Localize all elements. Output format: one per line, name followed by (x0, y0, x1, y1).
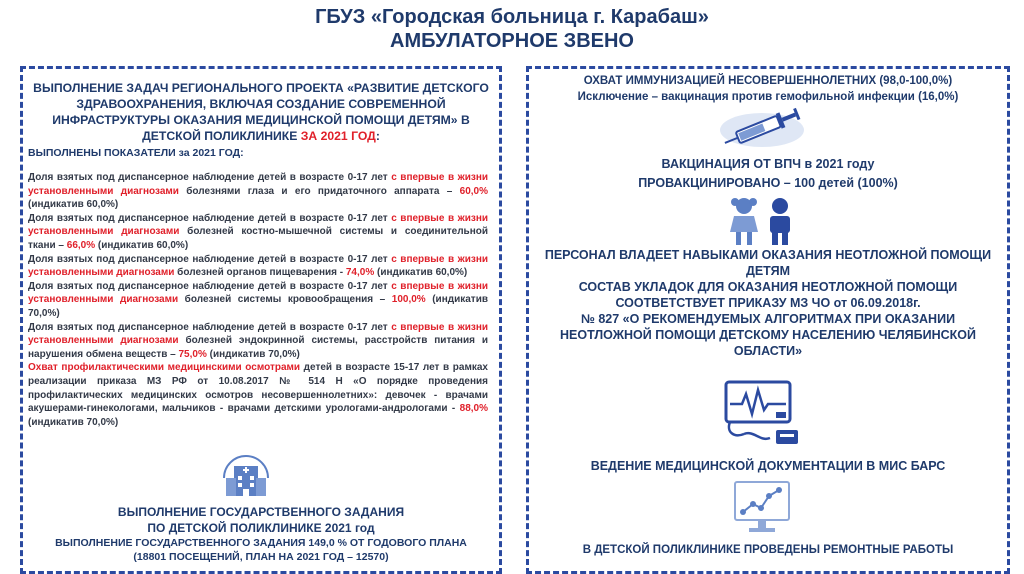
indicator-item: Доля взятых под диспансерное наблюдение детей в возрасте 0-17 лет с впервые в жизни установленными диагнозами болезней костно-мышечной системы и соединительной ткани – 66,0% (индикатив 60,0%) (28, 212, 489, 251)
hpv-vaccination: ВАКЦИНАЦИЯ ОТ ВПЧ в 2021 году ПРОВАКЦИНИРОВАНО – 100 детей (100%) (638, 157, 898, 190)
page-subtitle: АМБУЛАТОРНОЕ ЗВЕНО (390, 30, 634, 52)
syringe-icon (716, 104, 808, 150)
indicators-done-label: ВЫПОЛНЕНЫ ПОКАЗАТЕЛИ за 2021 ГОД: (28, 147, 244, 159)
heading-colon: : (375, 129, 380, 143)
state-task-text: ВЫПОЛНЕНИЕ ГОСУДАРСТВЕННОГО ЗАДАНИЯ 149,0 % ОТ ГОДОВОГО ПЛАНА (18801 ПОСЕЩЕНИЙ, ПЛАН НА 2021 ГОД – 12570) (55, 537, 467, 563)
indicator-item: Доля взятых под диспансерное наблюдение детей в возрасте 0-17 лет с впервые в жизни установленными диагнозами болезней эндокринной системы, расстройств питания и нарушения обмена веществ – 75,0% (индикатив 70,0%) (28, 321, 489, 360)
coverage-item: Охват профилактическими медицинскими осмотрами детей в возрасте 15-17 лет в рамках реализации приказа МЗ РФ от 10.08.2017 № 514 Н «О порядке проведения профилактических медицинских осмотров несовершеннолетних»: девочек - врачами акушерами-гинекологами, мальчиков - врачами детскими урологами-андрологами - 88,0% (индикатив 70,0%) (28, 362, 488, 428)
state-task-title: ВЫПОЛНЕНИЕ ГОСУДАРСТВЕННОГО ЗАДАНИЯ ПО ДЕТСКОЙ ПОЛИКЛИНИКЕ 2021 год (117, 505, 405, 535)
heading-text: ВЫПОЛНЕНИЕ ЗАДАЧ РЕГИОНАЛЬНОГО ПРОЕКТА «РАЗВИТИЕ ДЕТСКОГО ЗДРАВООХРАНЕНИЯ, ВКЛЮЧАЯ СОЗДАНИЕ СОВРЕМЕННОЙ ИНФРАСТРУКТУРЫ ОКАЗАНИЯ МЕДИЦИНСКОЙ ПОМОЩИ ДЕТЯМ» В ДЕТСКОЙ ПОЛИКЛИНИКЕ (33, 81, 489, 143)
indicator-item: Доля взятых под диспансерное наблюдение детей в возрасте 0-17 лет с впервые в жизни установленными диагнозами болезней системы кровообращения – 100,0% (индикатив 70,0%) (28, 280, 489, 319)
heading-year: ЗА 2021 ГОД (300, 129, 376, 143)
indicator-item: Доля взятых под диспансерное наблюдение детей в возрасте 0-17 лет с впервые в жизни установленными диагнозами болезней органов пищеварения - 74,0% (индикатив 60,0%) (28, 253, 489, 279)
indicator-item: Доля взятых под диспансерное наблюдение детей в возрасте 0-17 лет с впервые в жизни установленными диагнозами болезнями глаза и его придаточного аппарата – 60,0% (индикатив 60,0%) (28, 172, 489, 211)
children-icon (722, 196, 802, 246)
repair-works: В ДЕТСКОЙ ПОЛИКЛИНИКЕ ПРОВЕДЕНЫ РЕМОНТНЫЕ РАБОТЫ (582, 544, 954, 556)
computer-chart-icon (731, 480, 793, 538)
indicators-list (28, 171, 488, 429)
mis-bars-documentation: ВЕДЕНИЕ МЕДИЦИНСКОЙ ДОКУМЕНТАЦИИ В МИС БАРС (590, 459, 946, 473)
page-title: ГБУЗ «Городская больница г. Карабаш» (315, 6, 709, 28)
emergency-care: ПЕРСОНАЛ ВЛАДЕЕТ НАВЫКАМИ ОКАЗАНИЯ НЕОТЛОЖНОЙ ПОМОЩИ ДЕТЯМ СОСТАВ УКЛАДОК ДЛЯ ОКАЗАНИЯ НЕОТЛОЖНОЙ ПОМОЩИ СООТВЕТСТВУЕТ ПРИКАЗУ МЗ ЧО от 06.09.2018г. № 827 «О РЕКОМЕНДУЕМЫХ АЛГОРИТМАХ ПРИ ОКАЗАНИИ НЕОТЛОЖНОЙ ПОМОЩИ ДЕТСКОМУ НАСЕЛЕНИЮ ЧЕЛЯБИНСКОЙ ОБЛАСТИ» (544, 248, 992, 358)
regional-project-heading (30, 80, 492, 144)
immunization-coverage: ОХВАТ ИММУНИЗАЦИЕЙ НЕСОВЕРШЕННОЛЕТНИХ (98,0-100,0%) Исключение – вакцинация против гемофильной инфекции (16,0%) (577, 75, 959, 103)
medical-monitor-icon (720, 380, 804, 448)
hospital-building-icon (220, 454, 272, 498)
